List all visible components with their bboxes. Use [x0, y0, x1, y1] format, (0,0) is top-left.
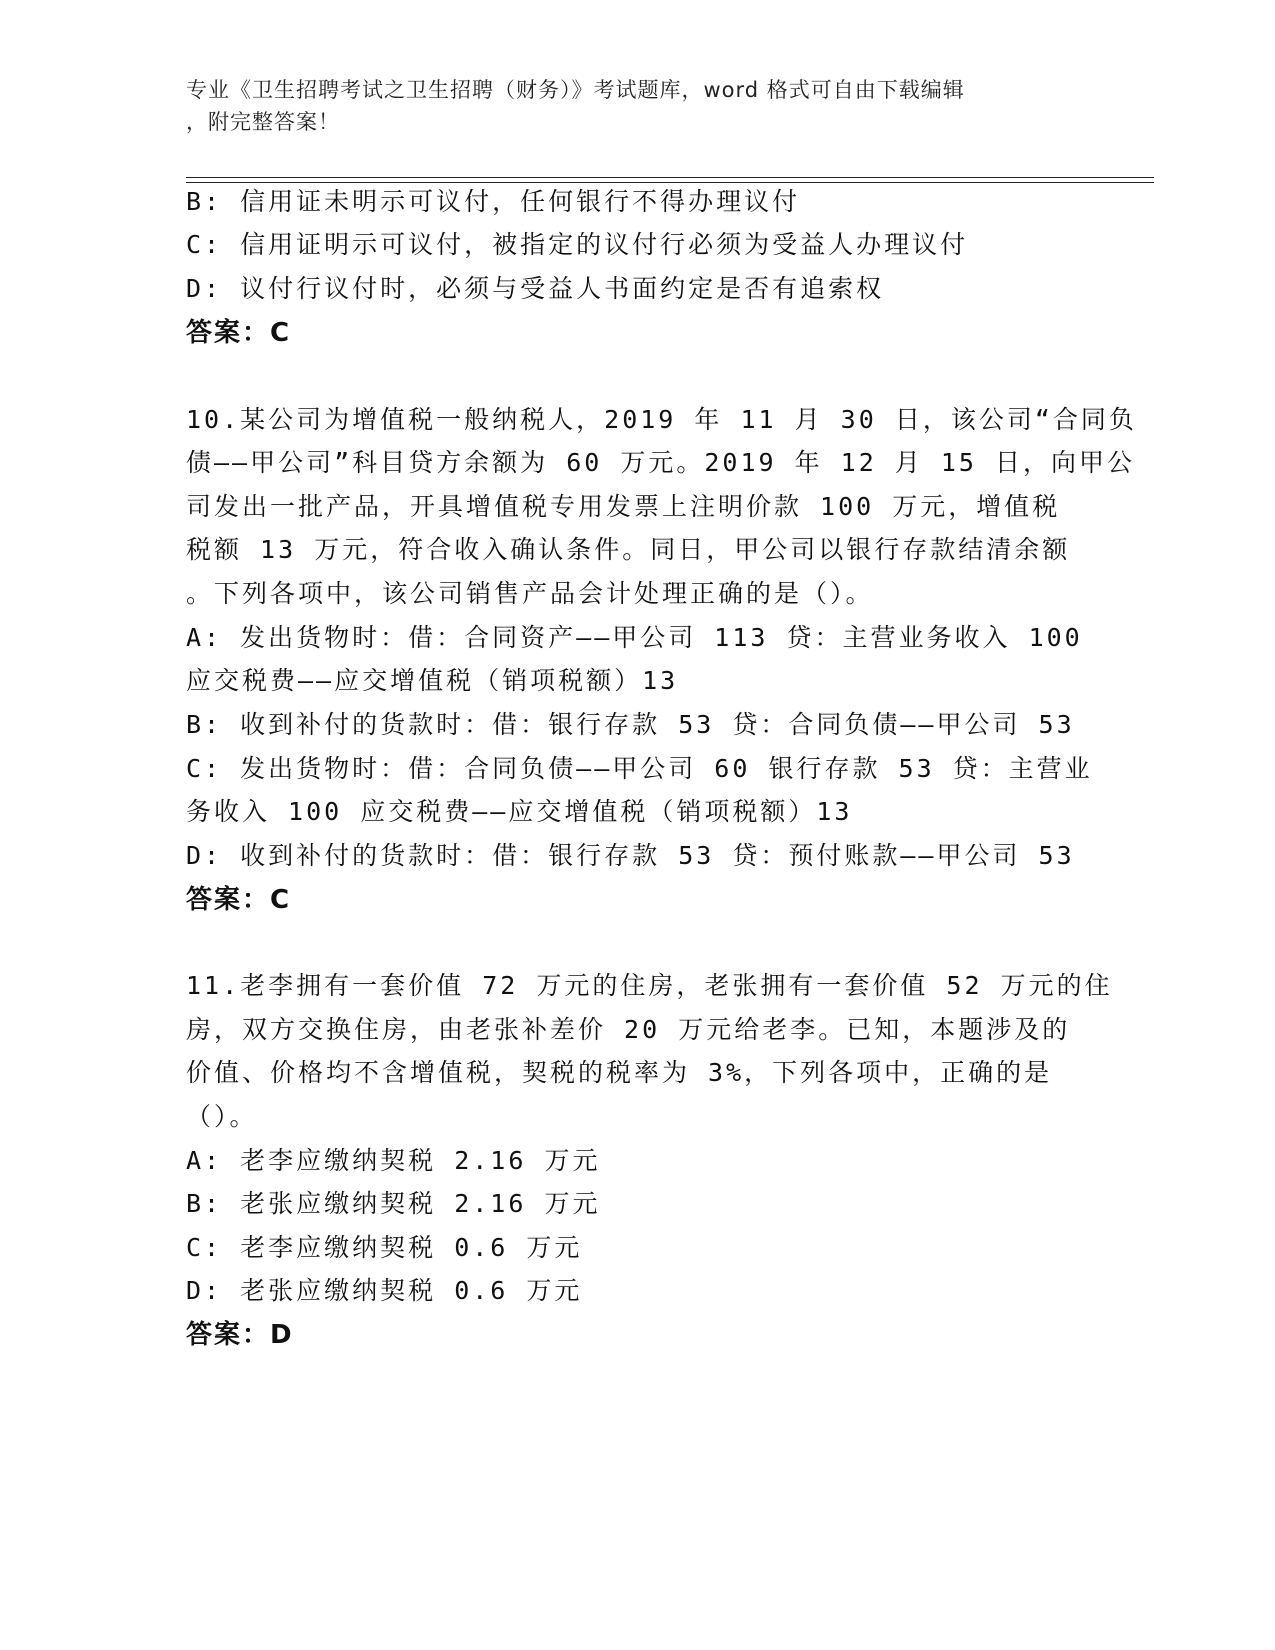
q10-option-a-line: A: 发出货物时：借：合同资产——甲公司 113 贷：主营业务收入 100: [186, 623, 1083, 652]
q10-stem-line: 10.某公司为增值税一般纳税人，2019 年 11 月 30 日，该公司“合同负: [186, 405, 1137, 434]
q10-option-c-line: 务收入 100 应交税费——应交增值税（销项税额）13: [186, 797, 853, 826]
q10-answer: 答案：C: [186, 885, 292, 915]
q9-option-c: C: 信用证明示可议付，被指定的议付行必须为受益人办理议付: [186, 230, 969, 259]
q10-option-b: B: 收到补付的货款时：借：银行存款 53 贷：合同负债——甲公司 53: [186, 710, 1075, 739]
q10-stem-line: 债——甲公司”科目贷方余额为 60 万元。2019 年 12 月 15 日，向甲公: [186, 448, 1136, 477]
page-header: [186, 74, 1066, 138]
q9-option-d: D: 议付行议付时，必须与受益人书面约定是否有追索权: [186, 274, 885, 303]
header-title-line-2: ，附完整答案！: [186, 110, 340, 134]
q11-stem-line: （）。: [186, 1102, 258, 1131]
q10-option-a-line: 应交税费——应交增值税（销项税额）13: [186, 666, 679, 695]
q11-option-b: B: 老张应缴纳契税 2.16 万元: [186, 1189, 601, 1218]
q11-stem-line: 11.老李拥有一套价值 72 万元的住房，老张拥有一套价值 52 万元的住: [186, 971, 1113, 1000]
q9-answer: 答案：C: [186, 318, 292, 348]
q11-stem-line: 价值、价格均不含增值税，契税的税率为 3%，下列各项中，正确的是: [186, 1058, 1053, 1087]
q11-stem-line: 房，双方交换住房，由老张补差价 20 万元给老李。已知，本题涉及的: [186, 1015, 1071, 1044]
q11-option-c: C: 老李应缴纳契税 0.6 万元: [186, 1233, 583, 1262]
q11-option-a: A: 老李应缴纳契税 2.16 万元: [186, 1146, 601, 1175]
header-title-line-1: 专业《卫生招聘考试之卫生招聘（财务）》考试题库，word 格式可自由下载编辑: [186, 78, 965, 102]
q10-option-c-line: C: 发出货物时：借：合同负债——甲公司 60 银行存款 53 贷：主营业: [186, 754, 1093, 783]
header-rule-top: [186, 177, 1154, 178]
q11-option-d: D: 老张应缴纳契税 0.6 万元: [186, 1276, 583, 1305]
q9-option-b: B: 信用证未明示可议付，任何银行不得办理议付: [186, 187, 801, 216]
q10-stem-line: 。下列各项中，该公司销售产品会计处理正确的是（）。: [186, 579, 874, 608]
q10-stem-line: 司发出一批产品，开具增值税专用发票上注明价款 100 万元，增值税: [186, 492, 1061, 521]
q10-option-d: D: 收到补付的货款时：借：银行存款 53 贷：预付账款——甲公司 53: [186, 841, 1075, 870]
header-rule-bottom: [186, 182, 1154, 183]
q11-answer: 答案：D: [186, 1320, 294, 1350]
q10-stem-line: 税额 13 万元，符合收入确认条件。同日，甲公司以银行存款结清余额: [186, 535, 1071, 564]
